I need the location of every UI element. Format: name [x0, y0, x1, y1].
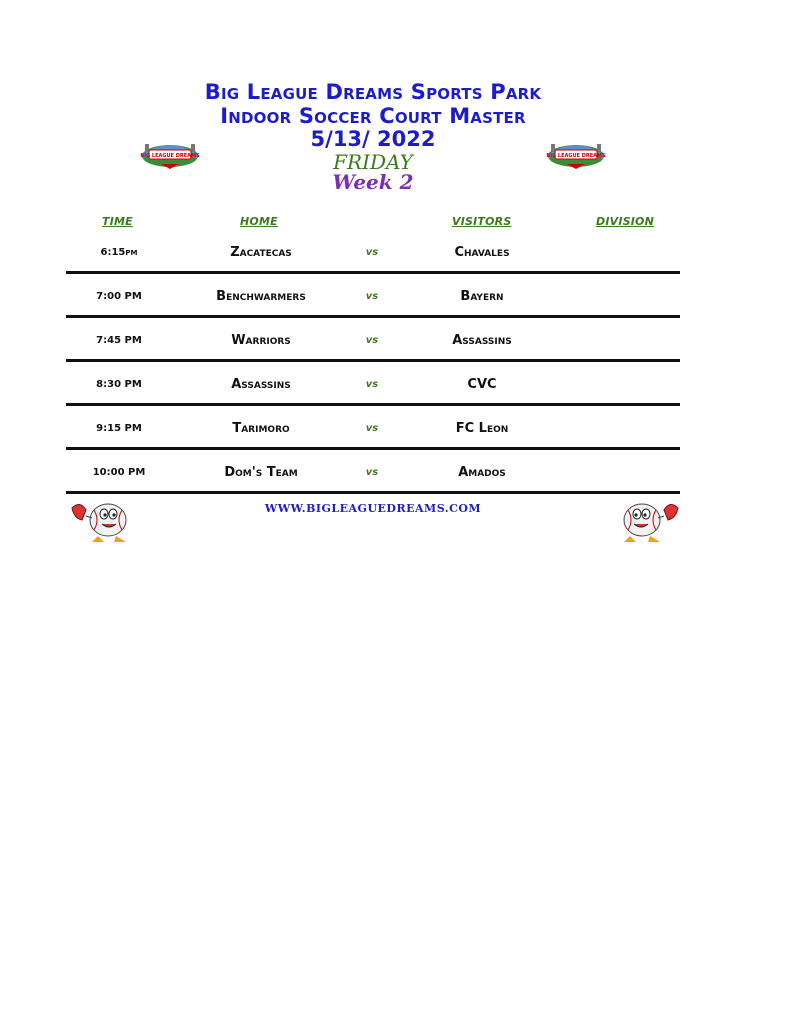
visiting-team: Chavales [454, 244, 510, 260]
game-time: 10:00 PM [92, 466, 146, 478]
visiting-team: FC Leon [455, 420, 509, 436]
schedule-week: Week 2 [332, 170, 414, 194]
game-row [66, 318, 680, 362]
schedule-header [0, 80, 746, 192]
column-header-visitors: VISITORS [452, 215, 512, 228]
baseball-mascot-right-icon [610, 496, 682, 544]
park-name: Big League Dreams Sports Park [204, 80, 542, 104]
website-url: WWW.BIGLEAGUEDREAMS.COM [264, 502, 482, 515]
game-time: 8:30 PM [96, 378, 142, 390]
visiting-team: CVC [467, 376, 497, 392]
baseball-mascot-left-icon [68, 496, 140, 544]
game-row [66, 406, 680, 450]
versus-label: vs [365, 422, 379, 434]
versus-label: vs [365, 466, 379, 478]
big-league-dreams-logo-left [139, 134, 201, 170]
game-row [66, 230, 680, 274]
game-time: 6:15pm [100, 246, 138, 258]
court-master-title: Indoor Soccer Court Master [220, 104, 526, 128]
home-team: Warriors [231, 332, 291, 348]
home-team: Dom's Team [224, 464, 298, 480]
schedule-date: 5/13/ 2022 [310, 127, 436, 151]
row-divider [66, 491, 680, 494]
game-row [66, 274, 680, 318]
column-header-time: TIME [102, 215, 133, 228]
versus-label: vs [365, 246, 379, 258]
game-time: 7:00 PM [96, 290, 142, 302]
home-team: Assassins [231, 376, 291, 392]
big-league-dreams-logo-right [545, 134, 607, 170]
visiting-team: Amados [458, 464, 506, 480]
visiting-team: Assassins [452, 332, 512, 348]
versus-label: vs [365, 290, 379, 302]
column-header-division: DIVISION [596, 215, 655, 228]
home-team: Benchwarmers [216, 288, 306, 304]
versus-label: vs [365, 378, 379, 390]
game-row [66, 362, 680, 406]
logo-text-left: BIG LEAGUE DREAMS [140, 153, 200, 159]
visiting-team: Bayern [460, 288, 504, 304]
game-time: 9:15 PM [96, 422, 142, 434]
versus-label: vs [365, 334, 379, 346]
column-header-home: HOME [240, 215, 278, 228]
game-time: 7:45 PM [96, 334, 142, 346]
game-row [66, 450, 680, 494]
home-team: Zacatecas [230, 244, 292, 260]
home-team: Tarimoro [232, 420, 290, 436]
logo-text-right: BIG LEAGUE DREAMS [546, 153, 606, 159]
schedule-day: FRIDAY [333, 150, 413, 174]
